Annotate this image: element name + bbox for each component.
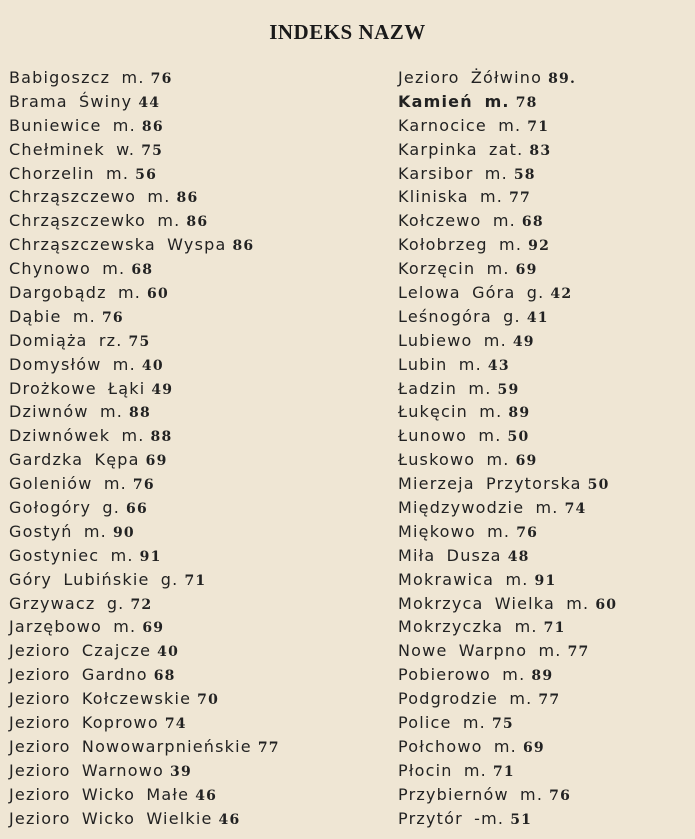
entry-page-number: 91 (534, 572, 557, 589)
index-entry (9, 400, 389, 424)
entry-name: Gostyń m. (9, 521, 107, 541)
entry-name: Góry Lubińskie g. (9, 569, 179, 589)
index-entry (398, 639, 693, 663)
index-entry (9, 568, 389, 592)
entry-name: Jarzębowo m. (9, 617, 137, 637)
entry-page-number: 72 (130, 596, 153, 613)
entry-page-number: 68 (521, 214, 544, 231)
index-entry (9, 663, 389, 687)
entry-name: Płocin m. (398, 760, 487, 780)
index-entry (9, 90, 389, 114)
entry-page-number: 40 (157, 644, 180, 661)
entry-name: Dziwnów m. (9, 402, 124, 422)
entry-page-number: 76 (132, 477, 155, 494)
index-entry (9, 114, 389, 138)
entry-name: Międzywodzie m. (398, 498, 559, 518)
page-title: INDEKS NAZW (269, 20, 426, 44)
entry-name: Chrząszczewska Wyspa (9, 235, 227, 255)
entry-name: Karsibor m. (398, 163, 508, 183)
entry-page-number: 69 (142, 620, 165, 637)
index-entry (398, 424, 693, 448)
index-entry (9, 687, 389, 711)
entry-page-number: 60 (595, 596, 618, 613)
entry-name: Domiąża rz. (9, 330, 123, 350)
entry-name: Gostyniec m. (9, 545, 134, 565)
entry-name: Dziwnówek m. (9, 426, 145, 446)
index-entry (9, 162, 389, 186)
entry-name: Dargobądz m. (9, 283, 142, 303)
entry-name: Karnocice m. (398, 115, 522, 135)
entry-page-number: 75 (128, 333, 151, 350)
entry-page-number: 49 (512, 333, 535, 350)
index-entry (9, 233, 389, 257)
index-entry (398, 66, 693, 90)
entry-name: Buniewice m. (9, 115, 136, 135)
entry-page-number: 76 (150, 71, 173, 87)
entry-page-number: 75 (141, 142, 164, 159)
entry-page-number: 86 (186, 214, 209, 231)
entry-name: Chrząszczewo m. (9, 187, 171, 207)
entry-page-number: 91 (139, 548, 162, 565)
index-entry (398, 257, 693, 281)
index-entry (398, 663, 693, 687)
entry-page-number: 86 (232, 238, 255, 255)
entry-page-number: 71 (543, 620, 566, 637)
entry-page-number: 69 (515, 453, 538, 470)
entry-page-number: 68 (131, 262, 154, 279)
index-entry (398, 185, 693, 209)
entry-page-number: 60 (147, 286, 169, 303)
entry-page-number: 75 (491, 716, 514, 733)
entry-page-number: 69 (522, 739, 545, 756)
entry-name: Jezioro Kołczewskie (9, 689, 192, 709)
index-entry (398, 305, 693, 329)
index-entry (9, 424, 389, 448)
entry-page-number: 74 (564, 501, 587, 518)
entry-name: Przytór -m. (398, 808, 505, 828)
entry-page-number: 86 (141, 118, 164, 135)
index-entry (9, 496, 389, 520)
entry-name: Podgrodzie m. (398, 689, 533, 709)
entry-page-number: 71 (527, 118, 550, 135)
entry-name: Połchowo m. (398, 736, 517, 756)
index-entry (9, 735, 389, 759)
entry-name: Miękowo m. (398, 521, 511, 541)
entry-page-number: 88 (129, 405, 151, 422)
entry-page-number: 56 (135, 166, 158, 183)
entry-page-number: 88 (150, 429, 173, 446)
entry-page-number: 71 (184, 572, 207, 589)
index-entry (398, 472, 693, 496)
entry-page-number: 77 (538, 692, 561, 709)
index-entry (398, 114, 693, 138)
entry-page-number: 42 (550, 286, 573, 303)
entry-page-number: 77 (509, 190, 531, 207)
entry-page-number: 44 (138, 94, 161, 111)
entry-name: Lubin m. (398, 354, 482, 374)
entry-page-number: 48 (507, 548, 530, 565)
index-entry (9, 329, 389, 353)
index-column-left (9, 66, 389, 831)
entry-name: Police m. (398, 713, 486, 733)
entry-page-number: 70 (197, 692, 220, 709)
entry-page-number: 89 (508, 405, 531, 422)
index-entry (9, 353, 389, 377)
entry-page-number: 50 (587, 477, 610, 494)
entry-page-number: 89 (531, 668, 554, 685)
index-entry (398, 783, 693, 807)
index-entry (9, 639, 389, 663)
index-entry (398, 138, 693, 162)
index-entry (9, 185, 389, 209)
index-entry (9, 783, 389, 807)
entry-name: Lelowa Góra g. (398, 283, 545, 303)
entry-page-number: 69 (515, 262, 538, 279)
entry-name: Jezioro Warnowo (9, 760, 164, 780)
entry-name: Gołogóry g. (9, 498, 121, 518)
index-entry (398, 544, 693, 568)
entry-name: Nowe Warpno m. (398, 641, 562, 661)
index-entry (398, 615, 693, 639)
index-entry (398, 759, 693, 783)
entry-page-number: 76 (516, 524, 539, 541)
entry-name: Lubiewo m. (398, 330, 507, 350)
entry-name: Jezioro Wicko Wielkie (9, 808, 213, 828)
index-entry (398, 281, 693, 305)
entry-name: Jezioro Gardno (9, 665, 148, 685)
index-entry (9, 711, 389, 735)
index-entry (398, 711, 693, 735)
entry-name: Pobierowo m. (398, 665, 526, 685)
entry-name: Mierzeja Przytorska (398, 474, 582, 494)
entry-name: Przybiernów m. (398, 784, 544, 804)
entry-name: Mokrzyca Wielka m. (398, 593, 590, 613)
index-entry (398, 807, 693, 831)
entry-page-number: 40 (141, 357, 164, 374)
entry-name: Łuskowo m. (398, 450, 510, 470)
entry-name: Grzywacz g. (9, 593, 125, 613)
entry-name: Chynowo m. (9, 259, 126, 279)
entry-page-number: 89. (548, 71, 577, 87)
entry-name: Brama Świny (9, 91, 133, 111)
index-entry (398, 353, 693, 377)
index-entry (9, 544, 389, 568)
entry-page-number: 90 (112, 524, 135, 541)
entry-name: Łunowo m. (398, 426, 502, 446)
entry-page-number: 66 (126, 501, 148, 518)
entry-page-number: 51 (510, 811, 533, 828)
index-entry (9, 472, 389, 496)
entry-name: Korzęcin m. (398, 259, 510, 279)
entry-page-number: 86 (176, 190, 199, 207)
entry-name: Karpinka zat. (398, 139, 524, 159)
index-entry (9, 807, 389, 831)
entry-name: Jezioro Żółwino (398, 68, 543, 87)
entry-name: Kołobrzeg m. (398, 235, 523, 255)
entry-page-number: 58 (513, 166, 536, 183)
entry-page-number: 83 (529, 142, 552, 159)
entry-name: Domysłów m. (9, 354, 136, 374)
index-entry (9, 281, 389, 305)
index-entry (398, 400, 693, 424)
index-entry (398, 687, 693, 711)
entry-page-number: 50 (507, 429, 530, 446)
entry-page-number: 49 (151, 381, 174, 398)
index-entry (9, 257, 389, 281)
index-entry (398, 496, 693, 520)
entry-name: Jezioro Czajcze (9, 641, 152, 661)
entry-name: Jezioro Nowowarpnieńskie (9, 736, 252, 756)
entry-name: Ładzin m. (398, 378, 492, 398)
index-entry (398, 448, 693, 472)
entry-page-number: 69 (145, 453, 168, 470)
entry-page-number: 76 (549, 787, 572, 804)
entry-page-number: 41 (526, 309, 549, 326)
index-entry (398, 329, 693, 353)
entry-page-number: 77 (567, 644, 590, 661)
entry-name: Kamień m. (398, 91, 510, 111)
index-entry (9, 615, 389, 639)
index-entry (9, 759, 389, 783)
index-entry (398, 377, 693, 401)
index-entry (398, 592, 693, 616)
index-entry (398, 233, 693, 257)
entry-page-number: 76 (101, 309, 124, 326)
index-entry (9, 209, 389, 233)
entry-name: Babigoszcz m. (9, 68, 145, 87)
index-entry (9, 305, 389, 329)
index-entry (398, 209, 693, 233)
index-entry (9, 520, 389, 544)
entry-name: Łukęcin m. (398, 402, 503, 422)
entry-page-number: 46 (218, 811, 241, 828)
index-column-right (398, 66, 693, 831)
entry-name: Mokrzyczka m. (398, 617, 538, 637)
entry-name: Chrząszczewko m. (9, 211, 181, 231)
entry-page-number: 39 (170, 763, 192, 780)
index-entry (9, 377, 389, 401)
entry-page-number: 78 (515, 94, 538, 111)
entry-name: Leśnogóra g. (398, 306, 521, 326)
entry-page-number: 92 (528, 238, 551, 255)
entry-page-number: 43 (487, 357, 510, 374)
index-entry (398, 735, 693, 759)
entry-page-number: 46 (195, 787, 218, 804)
index-entry (9, 138, 389, 162)
entry-page-number: 59 (497, 381, 520, 398)
index-entry (398, 520, 693, 544)
entry-name: Goleniów m. (9, 474, 127, 494)
index-entry (9, 592, 389, 616)
index-entry (398, 162, 693, 186)
entry-name: Gardzka Kępa (9, 450, 140, 470)
entry-name: Mokrawica m. (398, 569, 529, 589)
entry-name: Chełminek w. (9, 139, 136, 159)
entry-name: Jezioro Wicko Małe (9, 784, 190, 804)
entry-page-number: 77 (257, 739, 280, 756)
entry-page-number: 74 (164, 716, 187, 733)
entry-page-number: 71 (492, 763, 515, 780)
index-entry (9, 66, 389, 90)
entry-name: Jezioro Koprowo (9, 713, 159, 733)
entry-name: Kołczewo m. (398, 211, 516, 231)
index-entry (398, 90, 693, 114)
entry-name: Chorzelin m. (9, 163, 130, 183)
index-entry (398, 568, 693, 592)
entry-page-number: 68 (153, 668, 176, 685)
entry-name: Miła Dusza (398, 545, 502, 565)
entry-name: Kliniska m. (398, 187, 504, 207)
entry-name: Dąbie m. (9, 306, 96, 326)
entry-name: Drożkowe Łąki (9, 378, 146, 398)
index-entry (9, 448, 389, 472)
